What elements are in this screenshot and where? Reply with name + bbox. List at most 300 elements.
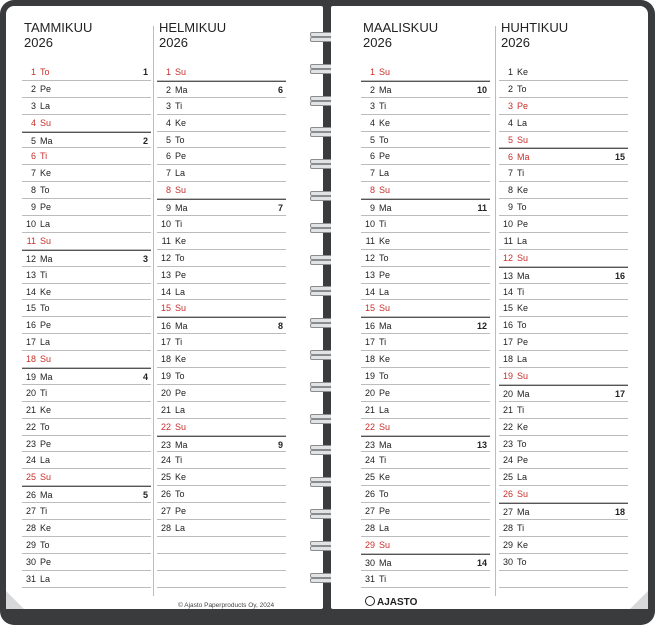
month-name: MAALISKUU [363,20,439,35]
day-row [361,469,490,486]
day-row [361,216,490,233]
weekday-label: Pe [175,269,187,280]
day-number: 20 [364,387,375,398]
day-number: 10 [25,219,36,230]
day-number: 10 [364,219,375,230]
weekday-label: La [517,235,528,246]
day-number: 19 [364,371,375,382]
day-number: 7 [30,168,36,179]
weekday-label: Ma [175,84,188,95]
day-row [157,368,286,385]
day-row [361,182,490,199]
weekday-label: Ke [379,472,391,483]
weekday-label: La [40,337,51,348]
day-row [361,402,490,419]
day-number: 6 [507,152,513,163]
day-number: 15 [160,303,171,314]
day-number: 4 [507,117,513,128]
day-row [499,132,628,149]
day-number: 15 [25,303,36,314]
empty-row [157,571,286,588]
weekday-label: To [175,489,185,500]
column-divider [153,26,154,596]
day-row [361,452,490,469]
day-row [22,486,151,503]
week-number: 18 [614,507,625,518]
weekday-label: Su [175,185,187,196]
weekday-label: Su [379,539,391,550]
weekday-label: Su [379,185,391,196]
day-number: 4 [369,117,375,128]
day-number: 11 [26,235,36,246]
weekday-label: Su [517,371,529,382]
day-number: 27 [502,507,513,518]
day-list [499,64,628,588]
day-row [22,554,151,571]
week-number: 2 [142,135,148,146]
weekday-label: Pe [40,83,52,94]
weekday-label: Ti [40,387,48,398]
month-header [157,20,286,64]
day-number: 17 [25,337,36,348]
weekday-label: Su [175,421,187,432]
month-name: TAMMIKUU [24,20,93,35]
day-row [361,199,490,216]
day-row [157,351,286,368]
weekday-label: Ke [379,117,391,128]
day-row [22,317,151,334]
day-number: 24 [160,455,171,466]
day-row [361,537,490,554]
day-row [157,334,286,351]
day-number: 14 [25,286,36,297]
day-row [157,317,286,334]
day-row [157,115,286,132]
weekday-label: Ke [40,168,52,179]
day-row [499,81,628,98]
day-row [361,520,490,537]
week-number: 17 [614,388,625,399]
day-row [22,419,151,436]
weekday-label: Ti [517,286,525,297]
day-row [361,165,490,182]
day-row [22,132,151,149]
day-number: 23 [364,439,375,450]
day-row [157,436,286,453]
day-number: 24 [25,455,36,466]
day-row [361,300,490,317]
day-number: 28 [160,523,171,534]
day-row [157,64,286,81]
day-row [499,385,628,402]
month-year: 2026 [501,35,530,50]
day-row [157,503,286,520]
day-number: 23 [160,439,171,450]
weekday-label: Pe [517,219,529,230]
day-number: 1 [507,67,513,77]
empty-row [157,537,286,554]
weekday-label: Su [175,303,187,314]
weekday-label: Ma [379,203,392,214]
day-row [157,385,286,402]
day-number: 24 [502,455,513,466]
weekday-label: To [517,83,527,94]
day-row [22,182,151,199]
day-row [361,148,490,165]
weekday-label: To [40,67,50,77]
weekday-label: Ma [40,135,53,146]
weekday-label: Ke [517,185,529,196]
week-number: 1 [142,67,148,77]
day-row [361,250,490,267]
day-row [22,81,151,98]
day-row [22,503,151,520]
day-number: 2 [369,84,375,95]
day-row [499,486,628,503]
day-row [22,520,151,537]
month-name: HELMIKUU [159,20,227,35]
day-number: 13 [364,269,375,280]
day-number: 9 [369,203,375,214]
day-row [22,199,151,216]
day-row [499,199,628,216]
day-row [157,469,286,486]
day-number: 25 [502,472,513,483]
weekday-label: Pe [175,387,187,398]
day-row [499,402,628,419]
weekday-label: Pe [379,269,391,280]
day-number: 19 [160,371,171,382]
weekday-label: To [40,421,50,432]
week-number: 13 [476,439,487,450]
weekday-label: Ti [40,151,48,162]
day-number: 18 [160,354,171,365]
weekday-label: Ma [175,321,188,332]
page-corner [6,591,24,609]
weekday-label: Ti [517,523,525,534]
day-row [157,132,286,149]
weekday-label: Pe [379,151,391,162]
day-row [22,300,151,317]
weekday-label: Su [175,67,187,77]
week-number: 10 [476,84,487,95]
day-number: 22 [364,421,375,432]
right-page [331,6,648,609]
day-row [499,469,628,486]
day-number: 26 [25,490,36,501]
weekday-label: Ke [175,472,187,483]
day-row [499,182,628,199]
weekday-label: La [379,523,390,534]
day-row [22,351,151,368]
day-number: 5 [507,134,513,145]
logo-mark-icon [365,596,375,606]
weekday-label: La [175,168,186,179]
day-number: 27 [364,506,375,517]
weekday-label: Ke [175,117,187,128]
weekday-label: La [40,573,51,584]
day-row [361,385,490,402]
month-column-january [22,20,151,588]
day-number: 11 [503,235,513,246]
day-number: 20 [502,388,513,399]
weekday-label: Ti [379,573,387,584]
day-row [157,216,286,233]
weekday-label: Ma [379,321,392,332]
day-row [157,284,286,301]
day-number: 20 [160,387,171,398]
weekday-label: To [379,252,389,263]
weekday-label: La [517,354,528,365]
weekday-label: Ma [379,84,392,95]
weekday-label: Ma [517,507,530,518]
day-row [361,267,490,284]
weekday-label: To [379,489,389,500]
day-row [361,436,490,453]
day-number: 30 [25,556,36,567]
weekday-label: To [175,252,185,263]
day-number: 17 [364,337,375,348]
weekday-label: To [379,371,389,382]
day-number: 15 [364,303,375,314]
weekday-label: To [379,134,389,145]
weekday-label: Pe [517,455,529,466]
weekday-label: To [175,371,185,382]
month-header [361,20,490,64]
weekday-label: Pe [379,387,391,398]
day-row [499,64,628,81]
day-row [157,233,286,250]
day-number: 8 [369,185,375,196]
weekday-label: Pe [40,438,52,449]
weekday-label: Ma [517,270,530,281]
week-number: 3 [142,253,148,264]
weekday-label: Su [379,421,391,432]
day-row [499,334,628,351]
month-name: HUHTIKUU [501,20,569,35]
day-row [361,98,490,115]
day-number: 17 [160,337,171,348]
brand-name: AJASTO [377,597,418,608]
day-row [22,267,151,284]
day-row [22,571,151,588]
weekday-label: Su [517,489,529,500]
day-row [499,267,628,284]
day-number: 3 [369,100,375,111]
day-row [499,436,628,453]
day-row [22,216,151,233]
day-number: 4 [30,117,36,128]
week-number: 11 [477,203,487,214]
day-row [499,98,628,115]
day-number: 25 [364,472,375,483]
month-year: 2026 [24,35,53,50]
week-number: 15 [614,152,625,163]
day-number: 15 [502,303,513,314]
day-number: 28 [364,523,375,534]
day-row [157,165,286,182]
day-row [499,250,628,267]
weekday-label: Ke [40,404,52,415]
day-number: 28 [502,523,513,534]
day-number: 1 [30,67,36,77]
weekday-label: Pe [175,151,187,162]
day-number: 10 [502,219,513,230]
weekday-label: La [175,404,186,415]
weekday-label: Su [40,235,52,246]
day-row [22,452,151,469]
weekday-label: Su [379,67,391,77]
day-row [157,148,286,165]
month-year: 2026 [363,35,392,50]
day-row [22,148,151,165]
day-row [22,284,151,301]
day-row [361,317,490,334]
day-row [361,503,490,520]
weekday-label: Ti [40,506,48,517]
day-row [157,199,286,216]
weekday-label: Pe [517,337,529,348]
weekday-label: Pe [40,556,52,567]
day-number: 6 [369,151,375,162]
weekday-label: La [175,523,186,534]
day-number: 28 [25,523,36,534]
weekday-label: To [175,134,185,145]
day-number: 14 [364,286,375,297]
day-number: 21 [25,404,36,415]
day-row [361,554,490,571]
weekday-label: La [175,286,186,297]
week-number: 4 [142,372,148,383]
day-number: 6 [30,151,36,162]
day-row [361,81,490,98]
day-number: 12 [502,252,513,263]
weekday-label: To [517,202,527,213]
day-row [22,165,151,182]
weekday-label: La [517,472,528,483]
day-number: 3 [507,100,513,111]
day-number: 16 [364,321,375,332]
weekday-label: Ma [517,388,530,399]
day-number: 14 [160,286,171,297]
day-number: 31 [25,573,36,584]
day-number: 13 [25,269,36,280]
weekday-label: Ke [379,235,391,246]
day-number: 13 [502,270,513,281]
day-row [499,284,628,301]
weekday-label: Pe [175,506,187,517]
day-number: 14 [502,286,513,297]
day-number: 2 [30,83,36,94]
weekday-label: Ke [379,354,391,365]
day-row [499,351,628,368]
day-number: 23 [25,438,36,449]
day-number: 17 [502,337,513,348]
day-number: 25 [25,472,36,483]
weekday-label: La [517,117,528,128]
day-row [361,368,490,385]
weekday-label: Su [517,134,529,145]
day-number: 7 [507,168,513,179]
weekday-label: Ti [379,455,387,466]
weekday-label: Pe [40,202,52,213]
day-row [499,537,628,554]
week-number: 8 [277,321,283,332]
day-row [361,64,490,81]
weekday-label: Pe [517,100,529,111]
week-number: 7 [277,203,283,214]
weekday-label: Ma [379,439,392,450]
day-number: 29 [364,539,375,550]
day-number: 12 [25,253,36,264]
day-number: 22 [502,421,513,432]
week-number: 6 [277,84,283,95]
day-number: 16 [25,320,36,331]
day-number: 21 [364,404,375,415]
week-number: 14 [476,557,487,568]
weekday-label: Ke [517,539,529,550]
day-row [361,132,490,149]
day-row [22,368,151,385]
month-column-march [361,20,490,588]
day-row [22,250,151,267]
weekday-label: Ma [40,372,53,383]
day-row [499,452,628,469]
day-number: 12 [160,252,171,263]
day-number: 18 [364,354,375,365]
weekday-label: Su [517,252,529,263]
day-number: 8 [30,185,36,196]
weekday-label: La [40,100,51,111]
weekday-label: Ti [175,219,183,230]
day-row [499,554,628,571]
day-row [22,115,151,132]
day-row [157,98,286,115]
day-row [361,284,490,301]
day-number: 7 [165,168,171,179]
day-number: 18 [502,354,513,365]
weekday-label: To [40,185,50,196]
day-number: 4 [165,117,171,128]
day-row [499,503,628,520]
day-number: 21 [160,404,171,415]
day-number: 16 [160,321,171,332]
left-page [6,6,323,609]
week-number: 12 [476,321,487,332]
day-number: 11 [161,235,171,246]
day-row [22,436,151,453]
weekday-label: Ma [40,490,53,501]
day-number: 9 [165,203,171,214]
day-row [157,402,286,419]
weekday-label: Pe [40,320,52,331]
weekday-label: Ke [517,67,529,77]
day-number: 26 [364,489,375,500]
day-number: 29 [25,539,36,550]
day-number: 1 [165,67,171,77]
day-row [157,182,286,199]
day-number: 8 [507,185,513,196]
day-row [157,486,286,503]
column-divider [495,26,496,596]
weekday-label: Ti [175,337,183,348]
weekday-label: Ke [175,235,187,246]
empty-row [157,554,286,571]
day-row [361,419,490,436]
day-row [499,368,628,385]
day-number: 7 [369,168,375,179]
day-row [22,402,151,419]
